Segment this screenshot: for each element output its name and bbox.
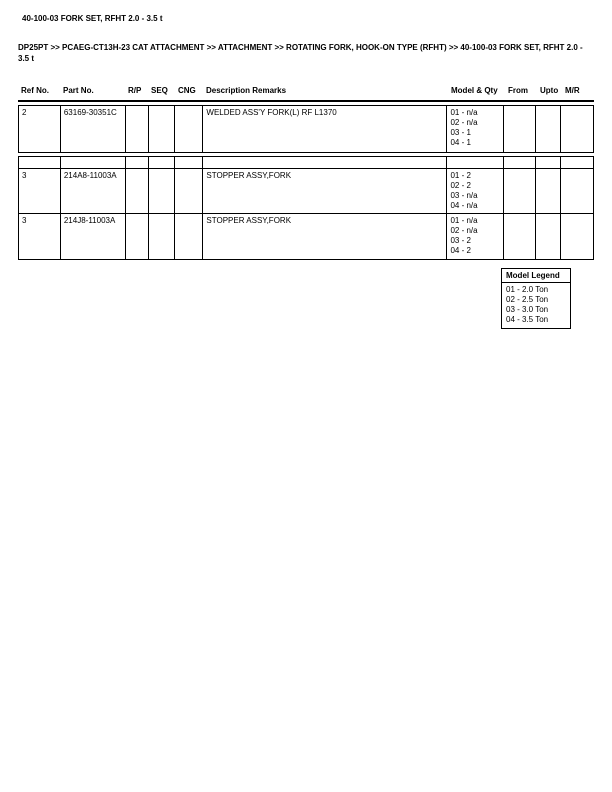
col-header-model-qty: Model & Qty [451,86,498,95]
model-legend-items [502,283,570,328]
cell-ref-no: 3 [19,169,61,213]
table-row [18,168,594,214]
model-qty-line: 02 - n/a [450,118,478,127]
cell-model-qty [447,169,504,213]
model-qty-line: 04 - n/a [450,201,478,210]
legend-item: 02 - 2.5 Ton [506,295,549,304]
model-qty-line: 01 - n/a [450,108,478,117]
cell-description: STOPPER ASSY,FORK [203,214,447,259]
cell-ref-no: 2 [19,106,61,152]
legend-item: 03 - 3.0 Ton [506,305,549,314]
cell-rp [126,157,149,168]
table-row [18,213,594,260]
cell-mr [561,214,593,259]
table-row [18,105,594,153]
cell-cng [175,157,203,168]
cell-cng [175,214,203,259]
cell-seq [149,106,176,152]
model-qty-line: 02 - 2 [450,181,471,190]
model-qty-line: 03 - 2 [450,236,471,245]
cell-mr [561,106,593,152]
breadcrumb: DP25PT >> PCAEG-CT13H-23 CAT ATTACHMENT >> ATTACHMENT >> ROTATING FORK, HOOK-ON TYPE (RFHT) >> 40-100-03 FORK SET, RFHT 2.0 - 3.5 t [18,43,583,63]
cell-seq [149,157,176,168]
model-qty-line: 01 - n/a [450,216,478,225]
cell-rp [126,214,149,259]
col-header-seq: SEQ [151,86,168,95]
cell-from [504,214,536,259]
cell-from [504,169,536,213]
col-header-upto: Upto [540,86,559,95]
cell-model-qty [447,157,504,168]
cell-mr [561,169,593,213]
cell-cng [175,106,203,152]
cell-rp [126,106,149,152]
cell-description: STOPPER ASSY,FORK [203,169,447,213]
cell-mr [561,157,593,168]
cell-from [504,106,536,152]
table-row-empty [18,156,594,169]
cell-part-no: 214J8-11003A [61,214,126,259]
model-qty-line: 03 - 1 [450,128,471,137]
legend-item: 01 - 2.0 Ton [506,285,549,294]
model-legend-title: Model Legend [502,269,570,283]
cell-ref-no: 3 [19,214,61,259]
cell-rp [126,169,149,213]
cell-part-no: 214A8-11003A [61,169,126,213]
cell-upto [536,106,561,152]
cell-description [203,157,447,168]
cell-seq [149,169,176,213]
cell-upto [536,214,561,259]
cell-ref-no [19,157,61,168]
model-legend [501,268,571,329]
cell-model-qty [447,106,504,152]
cell-from [504,157,536,168]
col-header-ref-no: Ref No. [21,86,49,95]
cell-upto [536,157,561,168]
page-title: 40-100-03 FORK SET, RFHT 2.0 - 3.5 t [22,14,163,23]
cell-description: WELDED ASS'Y FORK(L) RF L1370 [203,106,447,152]
col-header-from: From [508,86,528,95]
model-qty-line: 03 - n/a [450,191,478,200]
table-header-row [18,86,594,102]
cell-part-no [61,157,126,168]
cell-cng [175,169,203,213]
col-header-mr: M/R [565,86,580,95]
cell-model-qty [447,214,504,259]
parts-table [18,86,594,260]
col-header-description: Description Remarks [206,86,287,95]
model-qty-line: 04 - 2 [450,246,471,255]
cell-upto [536,169,561,213]
cell-part-no: 63169-30351C [61,106,126,152]
cell-seq [149,214,176,259]
model-qty-line: 04 - 1 [450,138,471,147]
model-qty-line: 01 - 2 [450,171,471,180]
model-qty-line: 02 - n/a [450,226,478,235]
col-header-cng: CNG [178,86,196,95]
legend-item: 04 - 3.5 Ton [506,315,549,324]
col-header-rp: R/P [128,86,142,95]
col-header-part-no: Part No. [63,86,94,95]
